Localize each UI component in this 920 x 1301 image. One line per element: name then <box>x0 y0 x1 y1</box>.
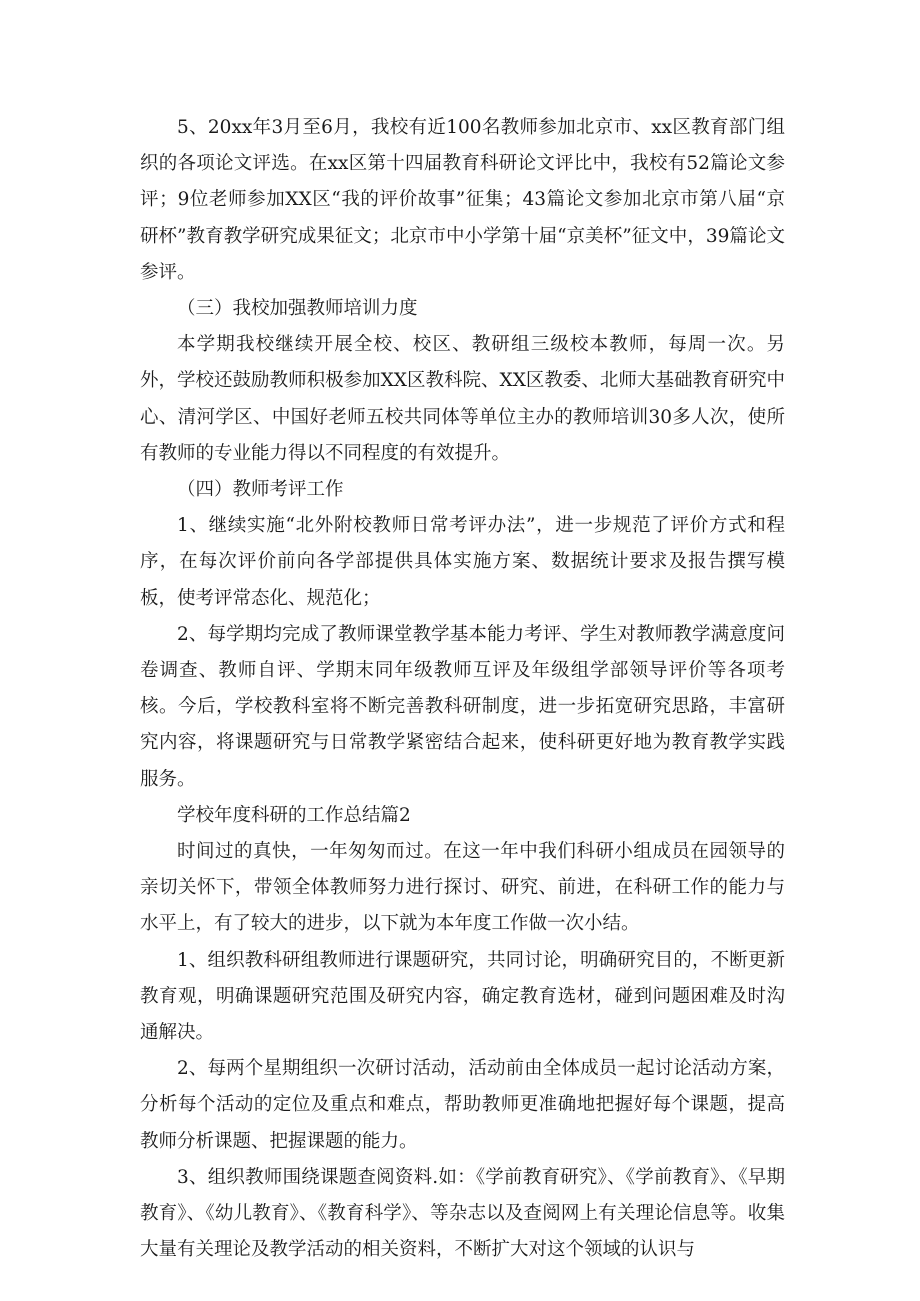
document-page <box>140 110 785 1269</box>
section-title-summary-2: 学校年度科研的工作总结篇2 <box>177 804 411 826</box>
paragraph-item-3: 3、组织教师围绕课题查阅资料.如：《学前教育研究》、《学前教育》、《早期教育》、《幼儿教育》、《教育科学》、等杂志以及查阅网上有关理论信息等。收集大量有关理论及教学活动的相关资料，不断扩大对这个领域的认识与 <box>140 1166 785 1261</box>
paragraph-evaluation-1: 1、继续实施“北外附校教师日常考评办法”，进一步规范了评价方式和程序，在每次评价前向各学部提供具体实施方案、数据统计要求及报告撰写模板，使考评常态化、规范化； <box>140 515 785 609</box>
paragraph-teacher-training: 本学期我校继续开展全校、校区、教研组三级校本教师，每周一次。另外，学校还鼓励教师积极参加XX区教科院、XX区教委、北师大基础教育研究中心、清河学区、中国好老师五校共同体等单位主办的教师培训30多人次，使所有教师的专业能力得以不同程度的有效提升。 <box>140 334 785 464</box>
paragraph-intro: 时间过的真快，一年匆匆而过。在这一年中我们科研小组成员在园领导的亲切关怀下，带领全体教师努力进行探讨、研究、前进，在科研工作的能力与水平上，有了较大的进步，以下就为本年度工作做一次小结。 <box>140 841 785 935</box>
paragraph-evaluation-2: 2、每学期均完成了教师课堂教学基本能力考评、学生对教师教学满意度问卷调查、教师自评、学期末同年级教师互评及年级组学部领导评价等各项考核。今后，学校教科室将不断完善教科研制度，进一步拓宽研究思路，丰富研究内容，将课题研究与日常教学紧密结合起来，使科研更好地为教育教学实践服务。 <box>140 623 785 790</box>
paragraph-item-2: 2、每两个星期组织一次研讨活动，活动前由全体成员一起讨论活动方案，分析每个活动的定位及重点和难点，帮助教师更准确地把握好每个课题，提高教师分析课题、把握课题的能力。 <box>140 1058 785 1152</box>
heading-teacher-evaluation: （四）教师考评工作 <box>177 479 344 501</box>
paragraph-paper-selection: 5、20xx年3月至6月，我校有近100名教师参加北京市、xx区教育部门组织的各项论文评选。在xx区第十四届教育科研论文评比中，我校有52篇论文参评；9位老师参加XX区“我的评价故事”征集；43篇论文参加北京市第八届“京研杯”教育教学研究成果征文；北京市中小学第十届“京美杯”征文中，39篇论文参评。 <box>140 117 785 283</box>
paragraph-item-1: 1、组织教科研组教师进行课题研究，共同讨论，明确研究目的，不断更新教育观，明确课题研究范围及研究内容，确定教育选材，碰到问题困难及时沟通解决。 <box>140 949 785 1044</box>
heading-teacher-training: （三）我校加强教师培训力度 <box>177 298 418 320</box>
